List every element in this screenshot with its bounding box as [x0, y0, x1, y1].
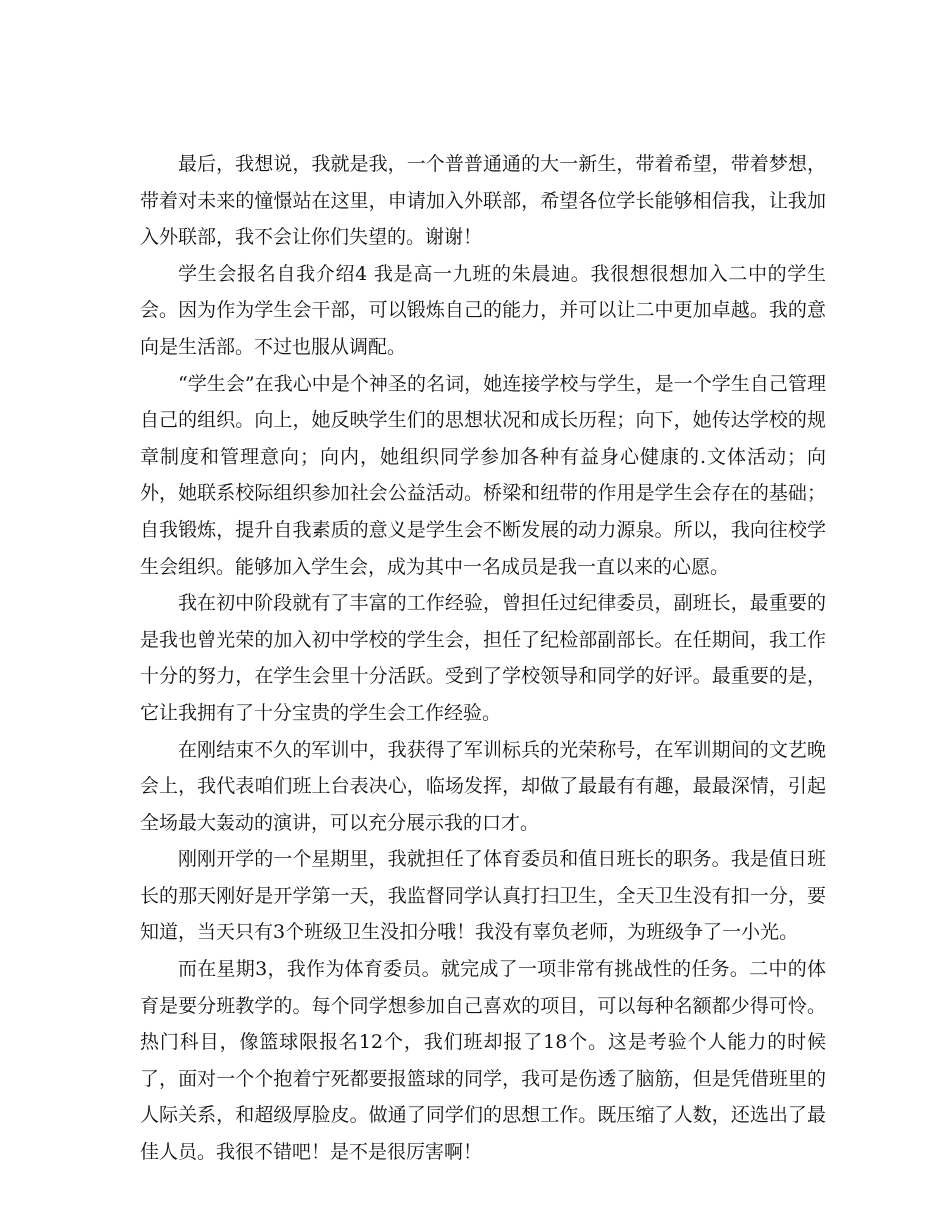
paragraph-sports-committee: 而在星期3，我作为体育委员。就完成了一项非常有挑战性的任务。二中的体育是要分班教学的。每个同学想参加自己喜欢的项目，可以每种名额都少得可怜。热门科目，像篮球限报名12个，我们班却报了18个。这是考验个人能力的时候了，面对一个个抱着宁死都要报篮球的同学，我可是伤透了脑筋，但是凭借班里的人际关系，和超级厚脸皮。做通了同学们的思想工作。既压缩了人数，还选出了最佳人员。我很不错吧！是不是很厉害啊！ [140, 958, 826, 1164]
paragraph-closing: 最后，我想说，我就是我，一个普普通通的大一新生，带着希望，带着梦想，带着对未来的憧憬站在这里，申请加入外联部，希望各位学长能够相信我，让我加入外联部，我不会让你们失望的。谢谢！ [140, 153, 826, 249]
document-body [140, 146, 826, 1171]
paragraph-experience: 我在初中阶段就有了丰富的工作经验，曾担任过纪律委员，副班长，最重要的是我也曾光荣的加入初中学校的学生会，担任了纪检部副部长。在任期间，我工作十分的努力，在学生会里十分活跃。受到了学校领导和同学的好评。最重要的是，它让我拥有了十分宝贵的学生会工作经验。 [140, 592, 826, 724]
paragraph-duty-monitor: 刚刚开学的一个星期里，我就担任了体育委员和值日班长的职务。我是值日班长的那天刚好是开学第一天，我监督同学认真打扫卫生，全天卫生没有扣一分，要知道，当天只有3个班级卫生没扣分哦！我没有辜负老师，为班级争了一小光。 [140, 848, 826, 944]
paragraph-intro-4: 学生会报名自我介绍4 我是高一九班的朱晨迪。我很想很想加入二中的学生会。因为作为学生会干部，可以锻炼自己的能力，并可以让二中更加卓越。我的意向是生活部。不过也服从调配。 [140, 262, 826, 358]
paragraph-student-union: “学生会”在我心中是个神圣的名词，她连接学校与学生，是一个学生自己管理自己的组织。向上，她反映学生们的思想状况和成长历程；向下，她传达学校的规章制度和管理意向；向内，她组织同学参加各种有益身心健康的.文体活动；向外，她联系校际组织参加社会公益活动。桥梁和纽带的作用是学生会存在的基础；自我锻炼，提升自我素质的意义是学生会不断发展的动力源泉。所以，我向往校学生会组织。能够加入学生会，成为其中一名成员是我一直以来的心愿。 [140, 372, 826, 578]
paragraph-military-training: 在刚结束不久的军训中，我获得了军训标兵的光荣称号，在军训期间的文艺晚会上，我代表咱们班上台表决心，临场发挥，却做了最最有有趣，最最深情，引起全场最大轰动的演讲，可以充分展示我的口才。 [140, 738, 826, 834]
